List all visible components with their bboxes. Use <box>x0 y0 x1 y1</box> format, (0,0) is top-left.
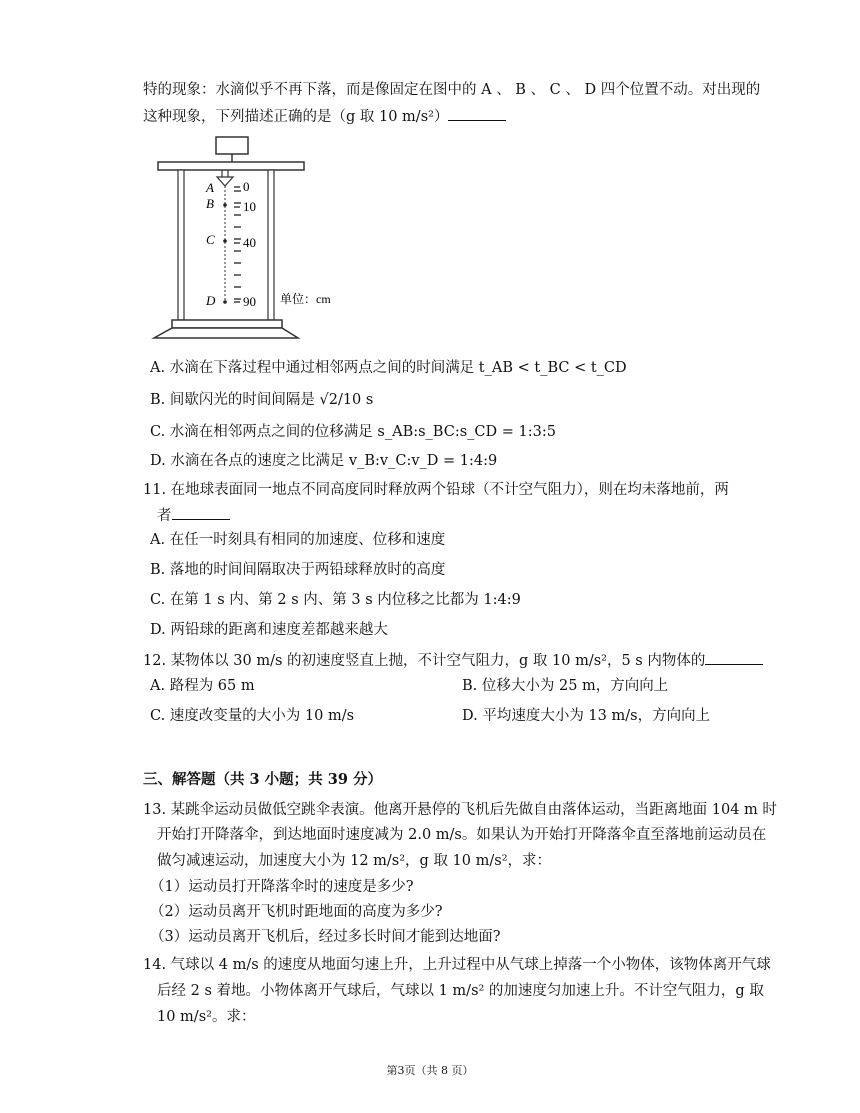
unit-label: 单位：cm <box>280 292 331 306</box>
q14-line-1: 14. 气球以 4 m/s 的速度从地面匀速上升，上升过程中从气球上掉落一个小物体，该物体离开气球 <box>143 957 771 973</box>
q13-sub-2: （2）运动员离开飞机时距地面的高度为多少? <box>150 904 443 920</box>
q10-option-b: B. 间歇闪光的时间间隔是 √2/10 s <box>150 392 374 408</box>
q13-line-3: 做匀减速运动，加速度大小为 12 m/s²，g 取 10 m/s²，求： <box>157 853 552 869</box>
q13-sub-3: （3）运动员离开飞机后，经过多长时间才能到达地面? <box>150 929 501 945</box>
q11-stem-line-1: 11. 在地球表面同一地点不同高度同时释放两个铅球（不计空气阻力），则在均未落地前，两 <box>143 482 729 498</box>
q11-option-a: A. 在任一时刻具有相同的加速度、位移和速度 <box>150 532 446 548</box>
page-footer: 第3页（共 8 页） <box>386 1064 474 1077</box>
scale-label-90: 90 <box>243 294 256 309</box>
section-3-title: 三、解答题（共 3 小题；共 39 分） <box>143 771 382 788</box>
q14-line-2: 后经 2 s 着地。小物体离开气球后，气球以 1 m/s² 的加速度匀加速上升。不计空气阻力，g 取 <box>157 983 764 999</box>
intro-line-2: 这种现象，下列描述正确的是（g 取 10 m/s²） <box>143 106 506 127</box>
scale-label-0: 0 <box>243 179 250 194</box>
q11-option-c: C. 在第 1 s 内、第 2 s 内、第 3 s 内位移之比都为 1:4:9 <box>150 592 521 608</box>
q11-stem-line-2: 者 <box>157 505 230 526</box>
intro-line-1: 特的现象：水滴似乎不再下落，而是像固定在图中的 A 、 B 、 C 、 D 四个位置不动。对出现的 <box>143 82 761 98</box>
point-label-a: A <box>206 180 214 195</box>
q11-option-b: B. 落地的时间间隔取决于两铅球释放时的高度 <box>150 562 446 578</box>
q14-line-3: 10 m/s²。求： <box>157 1009 256 1025</box>
point-label-c: C <box>206 232 215 247</box>
scale-label-40: 40 <box>243 235 256 250</box>
q10-option-d: D. 水滴在各点的速度之比满足 v_B:v_C:v_D = 1:4:9 <box>150 453 498 469</box>
q13-line-2: 开始打开降落伞，到达地面时速度减为 2.0 m/s。如果认为开始打开降落伞直至落地前运动员在 <box>157 827 767 843</box>
q13-line-1: 13. 某跳伞运动员做低空跳伞表演。他离开悬停的飞机后先做自由落体运动，当距离地面 104 m 时 <box>143 802 777 818</box>
q12-option-a: A. 路程为 65 m <box>150 678 255 694</box>
scale-label-10: 10 <box>243 199 256 214</box>
point-label-b: B <box>206 196 214 211</box>
q10-option-c: C. 水滴在相邻两点之间的位移满足 s_AB:s_BC:s_CD = 1:3:5 <box>150 424 556 440</box>
q13-sub-1: （1）运动员打开降落伞时的速度是多少? <box>150 879 414 895</box>
q11-option-d: D. 两铅球的距离和速度差都越来越大 <box>150 622 388 638</box>
q12-option-d: D. 平均速度大小为 13 m/s，方向向上 <box>462 708 711 724</box>
drip-apparatus-figure <box>148 135 348 341</box>
q10-option-a: A. 水滴在下落过程中通过相邻两点之间的时间满足 t_AB < t_BC < t_CD <box>150 360 627 376</box>
q12-stem: 12. 某物体以 30 m/s 的初速度竖直上抛，不计空气阻力，g 取 10 m/s²，5 s 内物体的 <box>143 650 763 671</box>
q12-option-b: B. 位移大小为 25 m，方向向上 <box>462 678 669 694</box>
point-label-d: D <box>206 293 216 308</box>
q12-option-c: C. 速度改变量的大小为 10 m/s <box>150 708 355 724</box>
